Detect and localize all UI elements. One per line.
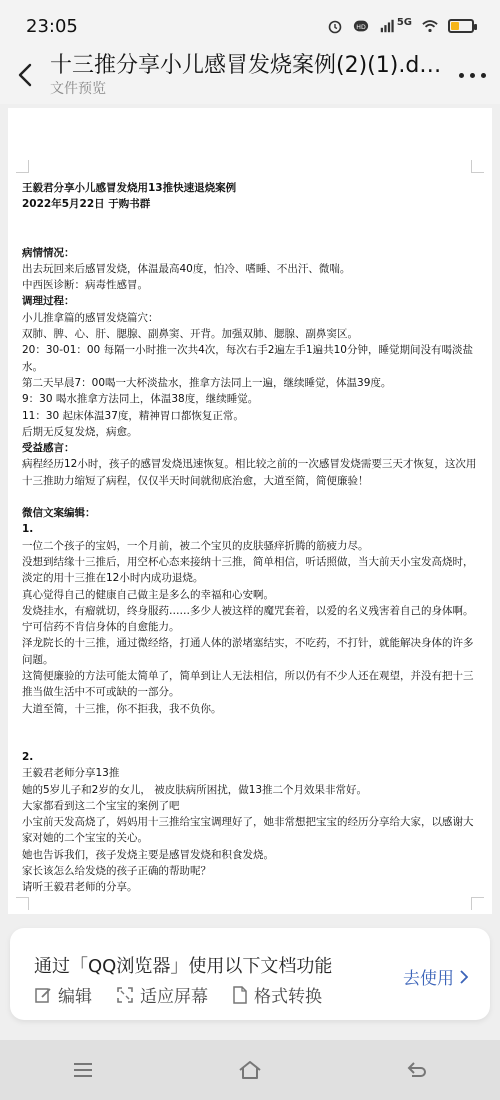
- menu-icon: [72, 1061, 94, 1079]
- item-number: 2.: [22, 750, 34, 763]
- doc-heading: 王毅君分享小儿感冒发烧用13推快速退烧案例: [22, 182, 237, 194]
- system-nav-bar: [0, 1040, 500, 1100]
- hd-icon: [353, 18, 369, 34]
- go-use-button[interactable]: [403, 964, 468, 989]
- doc-line: 出去玩回来后感冒发烧，体温最高40度，怕冷、嗜睡、不出汗、微喘。: [22, 262, 351, 275]
- section-heading: 受益感言：: [22, 442, 75, 455]
- doc-line: 没想到结缘十三推后，用空杯心态来接纳十三推，简单相信，听话照做，当大前天小宝发高烧时，淡定的用十三推在12小时内成功退烧。: [22, 555, 474, 585]
- doc-line: 第二天早晨7：00喝一大杯淡盐水，推拿方法同上一遍，继续睡觉，体温39度。: [22, 376, 392, 389]
- qq-browser-banner: [10, 928, 490, 1020]
- doc-line: 她的5岁儿子和2岁的女儿， 被皮肤病所困扰，做13推二个月效果非常好。: [22, 783, 368, 796]
- more-dots-icon: [459, 73, 464, 78]
- doc-line: 大家都看到这二个宝宝的案例了吧: [22, 799, 180, 812]
- back-arrow-icon: [16, 63, 34, 87]
- title-bar: [0, 52, 500, 104]
- doc-date: 2022年5月22日 于购书群: [22, 198, 151, 211]
- section-heading: 病情情况：: [22, 246, 75, 259]
- doc-line: 王毅君老师分享13推: [22, 767, 120, 780]
- page-corner-mark: [16, 160, 29, 173]
- edit-action[interactable]: [34, 982, 92, 1007]
- doc-line: 双肺、脾、心、肝、腮腺、副鼻窦、开背。加强双肺、腮腺、副鼻窦区。: [22, 328, 358, 341]
- page-corner-mark: [471, 897, 484, 910]
- doc-line: 小儿推拿篇的感冒发烧篇穴：: [22, 311, 159, 324]
- status-bar: [0, 0, 500, 52]
- back-nav-button[interactable]: [397, 1050, 437, 1090]
- home-icon: [237, 1059, 263, 1081]
- go-use-label: 去使用: [403, 969, 454, 989]
- doc-line: 一位二个孩子的宝妈，一个月前，被二个宝贝的皮肤骚痒折腾的筋疲力尽。: [22, 539, 369, 552]
- status-time: 23:05: [26, 15, 78, 37]
- alarm-icon: [327, 18, 343, 34]
- doc-line: 小宝前天发高烧了，妈妈用十三推给宝宝调理好了，她非常想把宝宝的经历分享给大家，以感谢大家对她的二个宝宝的关心。: [22, 816, 474, 845]
- format-convert-action[interactable]: [232, 982, 322, 1007]
- doc-line: 请听王毅君老师的分享。: [22, 881, 138, 894]
- fit-screen-icon: [116, 986, 134, 1004]
- svg-text:HD: HD: [356, 24, 366, 32]
- doc-line: 发烧挂水，有瘤就切，终身服药……多少人被这样的魔咒套着，以爱的名义残害着自己的身体啊。宁可信药不肯信身体的自愈能力。: [22, 604, 474, 634]
- doc-line: 11：30 起床体温37度，精神胃口都恢复正常。: [22, 409, 244, 422]
- section-heading: 调理过程：: [22, 295, 75, 308]
- fit-screen-label: 适应屏幕: [140, 987, 208, 1007]
- recent-apps-button[interactable]: [63, 1050, 103, 1090]
- doc-line: 9：30 喝水推拿方法同上，体温38度，继续睡觉。: [22, 393, 259, 406]
- file-convert-icon: [232, 986, 248, 1004]
- document-page[interactable]: [8, 108, 492, 914]
- return-icon: [406, 1060, 428, 1080]
- title-block: [50, 52, 444, 98]
- edit-icon: [34, 986, 52, 1004]
- battery-icon: [448, 19, 474, 33]
- page-corner-mark: [16, 897, 29, 910]
- doc-line: 中西医诊断：病毒性感冒。: [22, 279, 148, 292]
- document-text: [22, 180, 478, 896]
- section-heading: 微信文案编辑：: [22, 507, 96, 520]
- page-corner-mark: [471, 160, 484, 173]
- doc-line: 真心觉得自己的健康自己做主是多么的幸福和心安啊。: [22, 588, 274, 601]
- chevron-right-icon: [460, 970, 468, 984]
- doc-line: 病程经历12小时，孩子的感冒发烧迅速恢复。相比较之前的一次感冒发烧需要三天才恢复，这次用十三推助力缩短了病程，仅仅半天时间就彻底治愈，大道至简，简便廉验！: [22, 458, 477, 487]
- doc-line: 她也告诉我们，孩子发烧主要是感冒发烧和积食发烧。: [22, 848, 274, 861]
- doc-line: 大道至简，十三推，你不拒我，我不负你。: [22, 702, 222, 715]
- doc-line: 家长该怎么给发烧的孩子正确的帮助呢？: [22, 864, 211, 877]
- home-button[interactable]: [230, 1050, 270, 1090]
- battery-level: [451, 22, 459, 30]
- more-button[interactable]: [444, 52, 500, 98]
- back-button[interactable]: [0, 52, 50, 98]
- wifi-icon: [422, 18, 438, 34]
- doc-line: 20：30-01：00 每隔一小时推一次共4次，每次右手2遍左手1遍共10分钟，睡觉期间没有喝淡盐水。: [22, 344, 473, 373]
- doc-line: 后期无反复发烧，病愈。: [22, 425, 138, 438]
- doc-line: 泽龙院长的十三推，通过微经络，打通人体的淤堵塞结实，不吃药，不打针，就能解决身体的许多问题。: [22, 637, 474, 666]
- signal-icon: [379, 18, 395, 34]
- format-convert-label: 格式转换: [254, 987, 322, 1007]
- file-preview-label: 文件预览: [50, 81, 106, 97]
- fit-screen-action[interactable]: [116, 982, 208, 1007]
- system-icons: [327, 18, 474, 34]
- edit-label: 编辑: [58, 987, 92, 1007]
- network-type: 5G: [396, 16, 412, 28]
- file-title: 十三推分享小儿感冒发烧案例(2)(1).d…: [50, 53, 442, 78]
- item-number: 1.: [22, 523, 34, 536]
- doc-line: 这简便廉验的方法可能太简单了，简单到让人无法相信，所以仍有不少人还在观望，并没有把十三推当做生活中不可或缺的一部分。: [22, 670, 474, 699]
- banner-actions: [34, 982, 322, 1007]
- banner-title: 通过「QQ浏览器」使用以下文档功能: [34, 956, 333, 977]
